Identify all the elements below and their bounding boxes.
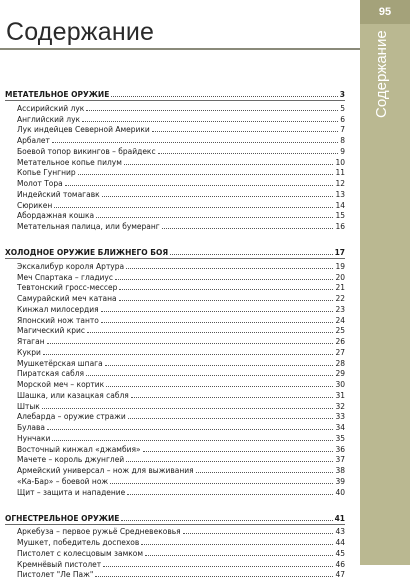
dot-leader — [119, 300, 334, 301]
toc-entry[interactable] — [5, 125, 345, 136]
toc-entry-page: 13 — [334, 190, 345, 200]
dot-leader — [196, 472, 334, 473]
dot-leader — [126, 461, 333, 462]
toc-entry[interactable] — [5, 272, 345, 283]
toc-entry-page: 15 — [334, 211, 345, 221]
toc-entry-page: 6 — [339, 115, 345, 125]
toc-entry-page: 24 — [334, 316, 345, 326]
toc-entry-title: Алебарда – оружие стражи — [17, 412, 127, 422]
toc-section — [5, 512, 345, 580]
section-heading[interactable] — [5, 88, 345, 101]
toc-entry-page: 9 — [339, 147, 345, 157]
toc-entry-title: Молот Тора — [17, 179, 64, 189]
dot-leader — [131, 397, 334, 398]
toc-entry[interactable] — [5, 548, 345, 559]
toc-entry[interactable] — [5, 168, 345, 179]
toc-entry-title: «Ка-Бар» – боевой нож — [17, 477, 109, 487]
toc-entry[interactable] — [5, 369, 345, 380]
section-heading-page: 41 — [334, 514, 345, 524]
toc-entry-title: Пистолет с колесцовым замком — [17, 549, 144, 559]
toc-entry[interactable] — [5, 444, 345, 455]
dot-leader — [86, 375, 333, 376]
toc-entry[interactable] — [5, 146, 345, 157]
toc-entry[interactable] — [5, 422, 345, 433]
toc-entry-title: Метательная палица, или бумеранг — [17, 222, 161, 232]
toc-entry-page: 33 — [334, 412, 345, 422]
toc-entry-page: 35 — [334, 434, 345, 444]
toc-entry-page: 27 — [334, 348, 345, 358]
toc-entry-title: Тевтонский гросс-мессер — [17, 283, 118, 293]
toc-entry[interactable] — [5, 211, 345, 222]
dot-leader — [101, 322, 334, 323]
toc-entry-page: 16 — [334, 222, 345, 232]
dot-leader — [183, 533, 334, 534]
toc-section — [5, 88, 345, 232]
dot-leader — [124, 164, 334, 165]
toc-entry[interactable] — [5, 261, 345, 272]
dot-leader — [145, 555, 333, 556]
toc-entry-title: Морской меч – кортик — [17, 380, 105, 390]
toc-entry[interactable] — [5, 347, 345, 358]
toc-entry-title: Английский лук — [17, 115, 81, 125]
section-heading-page: 17 — [334, 248, 345, 258]
dot-leader — [110, 483, 333, 484]
toc-entry-page: 34 — [334, 423, 345, 433]
toc-entry-title: Мушкетёрская шпага — [17, 359, 104, 369]
dot-leader — [143, 451, 334, 452]
dot-leader — [52, 142, 338, 143]
dot-leader — [126, 268, 333, 269]
toc-entry[interactable] — [5, 135, 345, 146]
toc-entry[interactable] — [5, 189, 345, 200]
toc-entry-title: Лук индейцев Северной Америки — [17, 125, 151, 135]
dot-leader — [54, 207, 333, 208]
toc-entry[interactable] — [5, 283, 345, 294]
dot-leader — [47, 429, 333, 430]
page-number-box — [360, 0, 410, 24]
toc-entry-title: Ятаган — [17, 337, 46, 347]
dot-leader — [65, 185, 334, 186]
section-heading-page: 3 — [339, 90, 345, 100]
toc-entry-title: Ассирийский лук — [17, 104, 85, 114]
toc-entry[interactable] — [5, 527, 345, 538]
toc-entry-title: Кукри — [17, 348, 42, 358]
dot-leader — [43, 354, 334, 355]
dot-leader — [127, 494, 333, 495]
dot-leader — [95, 576, 333, 577]
dot-leader — [87, 332, 333, 333]
toc-entry-page: 5 — [339, 104, 345, 114]
toc-entry[interactable] — [5, 476, 345, 487]
dot-leader — [162, 228, 334, 229]
toc-entry[interactable] — [5, 537, 345, 548]
toc-entry[interactable] — [5, 412, 345, 423]
dot-leader — [119, 289, 333, 290]
dot-leader — [42, 408, 334, 409]
toc-entry-page: 29 — [334, 369, 345, 379]
section-heading-title: МЕТАТЕЛЬНОЕ ОРУЖИЕ — [5, 90, 110, 100]
toc-entry[interactable] — [5, 390, 345, 401]
title-underline — [0, 48, 360, 50]
toc-entry[interactable] — [5, 465, 345, 476]
dot-leader — [152, 131, 338, 132]
toc-entry-title: Японский нож танто — [17, 316, 100, 326]
toc-entry-page: 36 — [334, 445, 345, 455]
dot-leader — [96, 217, 333, 218]
toc-entry-page: 43 — [334, 527, 345, 537]
dot-leader — [103, 566, 333, 567]
toc-entry-title: Меч Спартака – гладиус — [17, 273, 114, 283]
toc-entry-page: 10 — [334, 158, 345, 168]
toc-entry-title: Арбалет — [17, 136, 51, 146]
section-heading-title: ОГНЕСТРЕЛЬНОЕ ОРУЖИЕ — [5, 514, 120, 524]
dot-leader — [86, 110, 338, 111]
toc-entry-title: Щит – защита и нападение — [17, 488, 126, 498]
toc-entry-title: Магический крис — [17, 326, 86, 336]
toc-entry-page: 7 — [339, 125, 345, 135]
toc-entry[interactable] — [5, 570, 345, 580]
toc-entry-page: 12 — [334, 179, 345, 189]
toc-entry-page: 22 — [334, 294, 345, 304]
section-heading[interactable] — [5, 246, 345, 259]
toc-entry-page: 30 — [334, 380, 345, 390]
toc-entry-page: 28 — [334, 359, 345, 369]
dot-leader — [101, 311, 334, 312]
dot-leader — [82, 121, 338, 122]
toc-entry-title: Мачете – король джунглей — [17, 455, 125, 465]
toc-entry-title: Кинжал милосердия — [17, 305, 100, 315]
toc-entry[interactable] — [5, 103, 345, 114]
toc-entry-page: 19 — [334, 262, 345, 272]
toc-entry[interactable] — [5, 293, 345, 304]
toc-entry-title: Сюрикен — [17, 201, 53, 211]
toc-entry[interactable] — [5, 315, 345, 326]
toc-entry-title: Самурайский меч катана — [17, 294, 118, 304]
dot-leader — [121, 520, 332, 521]
toc-entry-page: 45 — [334, 549, 345, 559]
toc-entry-title: Нунчаки — [17, 434, 51, 444]
toc-entry-title: Штык — [17, 402, 41, 412]
toc-entry-page: 21 — [334, 283, 345, 293]
toc-entry-title: Копье Гунгнир — [17, 168, 77, 178]
toc-entry-title: Метательное копье пилум — [17, 158, 123, 168]
dot-leader — [102, 196, 334, 197]
dot-leader — [158, 153, 339, 154]
dot-leader — [105, 365, 334, 366]
toc-entry[interactable] — [5, 433, 345, 444]
sidebar-tab — [360, 0, 410, 565]
toc-entry[interactable] — [5, 178, 345, 189]
toc-entry[interactable] — [5, 401, 345, 412]
dot-leader — [111, 96, 337, 97]
toc-entry-page: 31 — [334, 391, 345, 401]
toc-entry-title: Боевой топор викингов – брайдекс — [17, 147, 157, 157]
toc-entry-title: Кремнёвый пистолет — [17, 560, 102, 570]
toc-entry[interactable] — [5, 200, 345, 211]
toc-entry-page: 14 — [334, 201, 345, 211]
toc-entry[interactable] — [5, 221, 345, 232]
toc-entry[interactable] — [5, 559, 345, 570]
toc-entry-title: Армейский универсал – нож для выживания — [17, 466, 195, 476]
section-heading-title: ХОЛОДНОЕ ОРУЖИЕ БЛИЖНЕГО БОЯ — [5, 248, 169, 258]
toc-entry[interactable] — [5, 487, 345, 498]
toc-entry-page: 46 — [334, 560, 345, 570]
toc-entry-title: Пиратская сабля — [17, 369, 85, 379]
toc-entry[interactable] — [5, 114, 345, 125]
toc-entry-title: Аркебуза – первое ружьё Средневековья — [17, 527, 182, 537]
toc-entry-page: 32 — [334, 402, 345, 412]
toc-entry-title: Абордажная кошка — [17, 211, 95, 221]
toc-entry-title: Шашка, или казацкая сабля — [17, 391, 130, 401]
toc-entry-page: 37 — [334, 455, 345, 465]
table-of-contents — [5, 88, 345, 580]
toc-entry-title: Мушкет, победитель доспехов — [17, 538, 140, 548]
toc-entry-page: 25 — [334, 326, 345, 336]
sidebar-label: Содержание — [373, 30, 390, 118]
dot-leader — [106, 386, 333, 387]
toc-entry-page: 39 — [334, 477, 345, 487]
toc-entry[interactable] — [5, 336, 345, 347]
toc-entry[interactable] — [5, 379, 345, 390]
page-number: 95 — [379, 6, 391, 18]
dot-leader — [47, 343, 334, 344]
dot-leader — [170, 254, 332, 255]
toc-entry-title: Восточный кинжал «джамбия» — [17, 445, 142, 455]
toc-entry-page: 47 — [334, 570, 345, 580]
toc-entry-page: 26 — [334, 337, 345, 347]
toc-entry-page: 8 — [339, 136, 345, 146]
toc-entry[interactable] — [5, 358, 345, 369]
dot-leader — [141, 544, 333, 545]
toc-entry[interactable] — [5, 157, 345, 168]
toc-section — [5, 246, 345, 498]
toc-entry-page: 44 — [334, 538, 345, 548]
dot-leader — [128, 418, 334, 419]
toc-entry-title: Индейский томагавк — [17, 190, 101, 200]
toc-entry[interactable] — [5, 304, 345, 315]
toc-entry-title: Экскалибур короля Артура — [17, 262, 125, 272]
toc-entry-title: Пистолет "Ле Паж" — [17, 570, 94, 580]
toc-entry-page: 11 — [334, 168, 345, 178]
toc-entry-page: 23 — [334, 305, 345, 315]
dot-leader — [115, 279, 333, 280]
section-heading[interactable] — [5, 512, 345, 525]
page-title: Содержание — [6, 18, 154, 47]
toc-entry-title: Булава — [17, 423, 46, 433]
dot-leader — [52, 440, 333, 441]
toc-entry[interactable] — [5, 326, 345, 337]
dot-leader — [78, 174, 334, 175]
toc-entry[interactable] — [5, 455, 345, 466]
toc-entry-page: 40 — [334, 488, 345, 498]
toc-entry-page: 20 — [334, 273, 345, 283]
toc-entry-page: 38 — [334, 466, 345, 476]
